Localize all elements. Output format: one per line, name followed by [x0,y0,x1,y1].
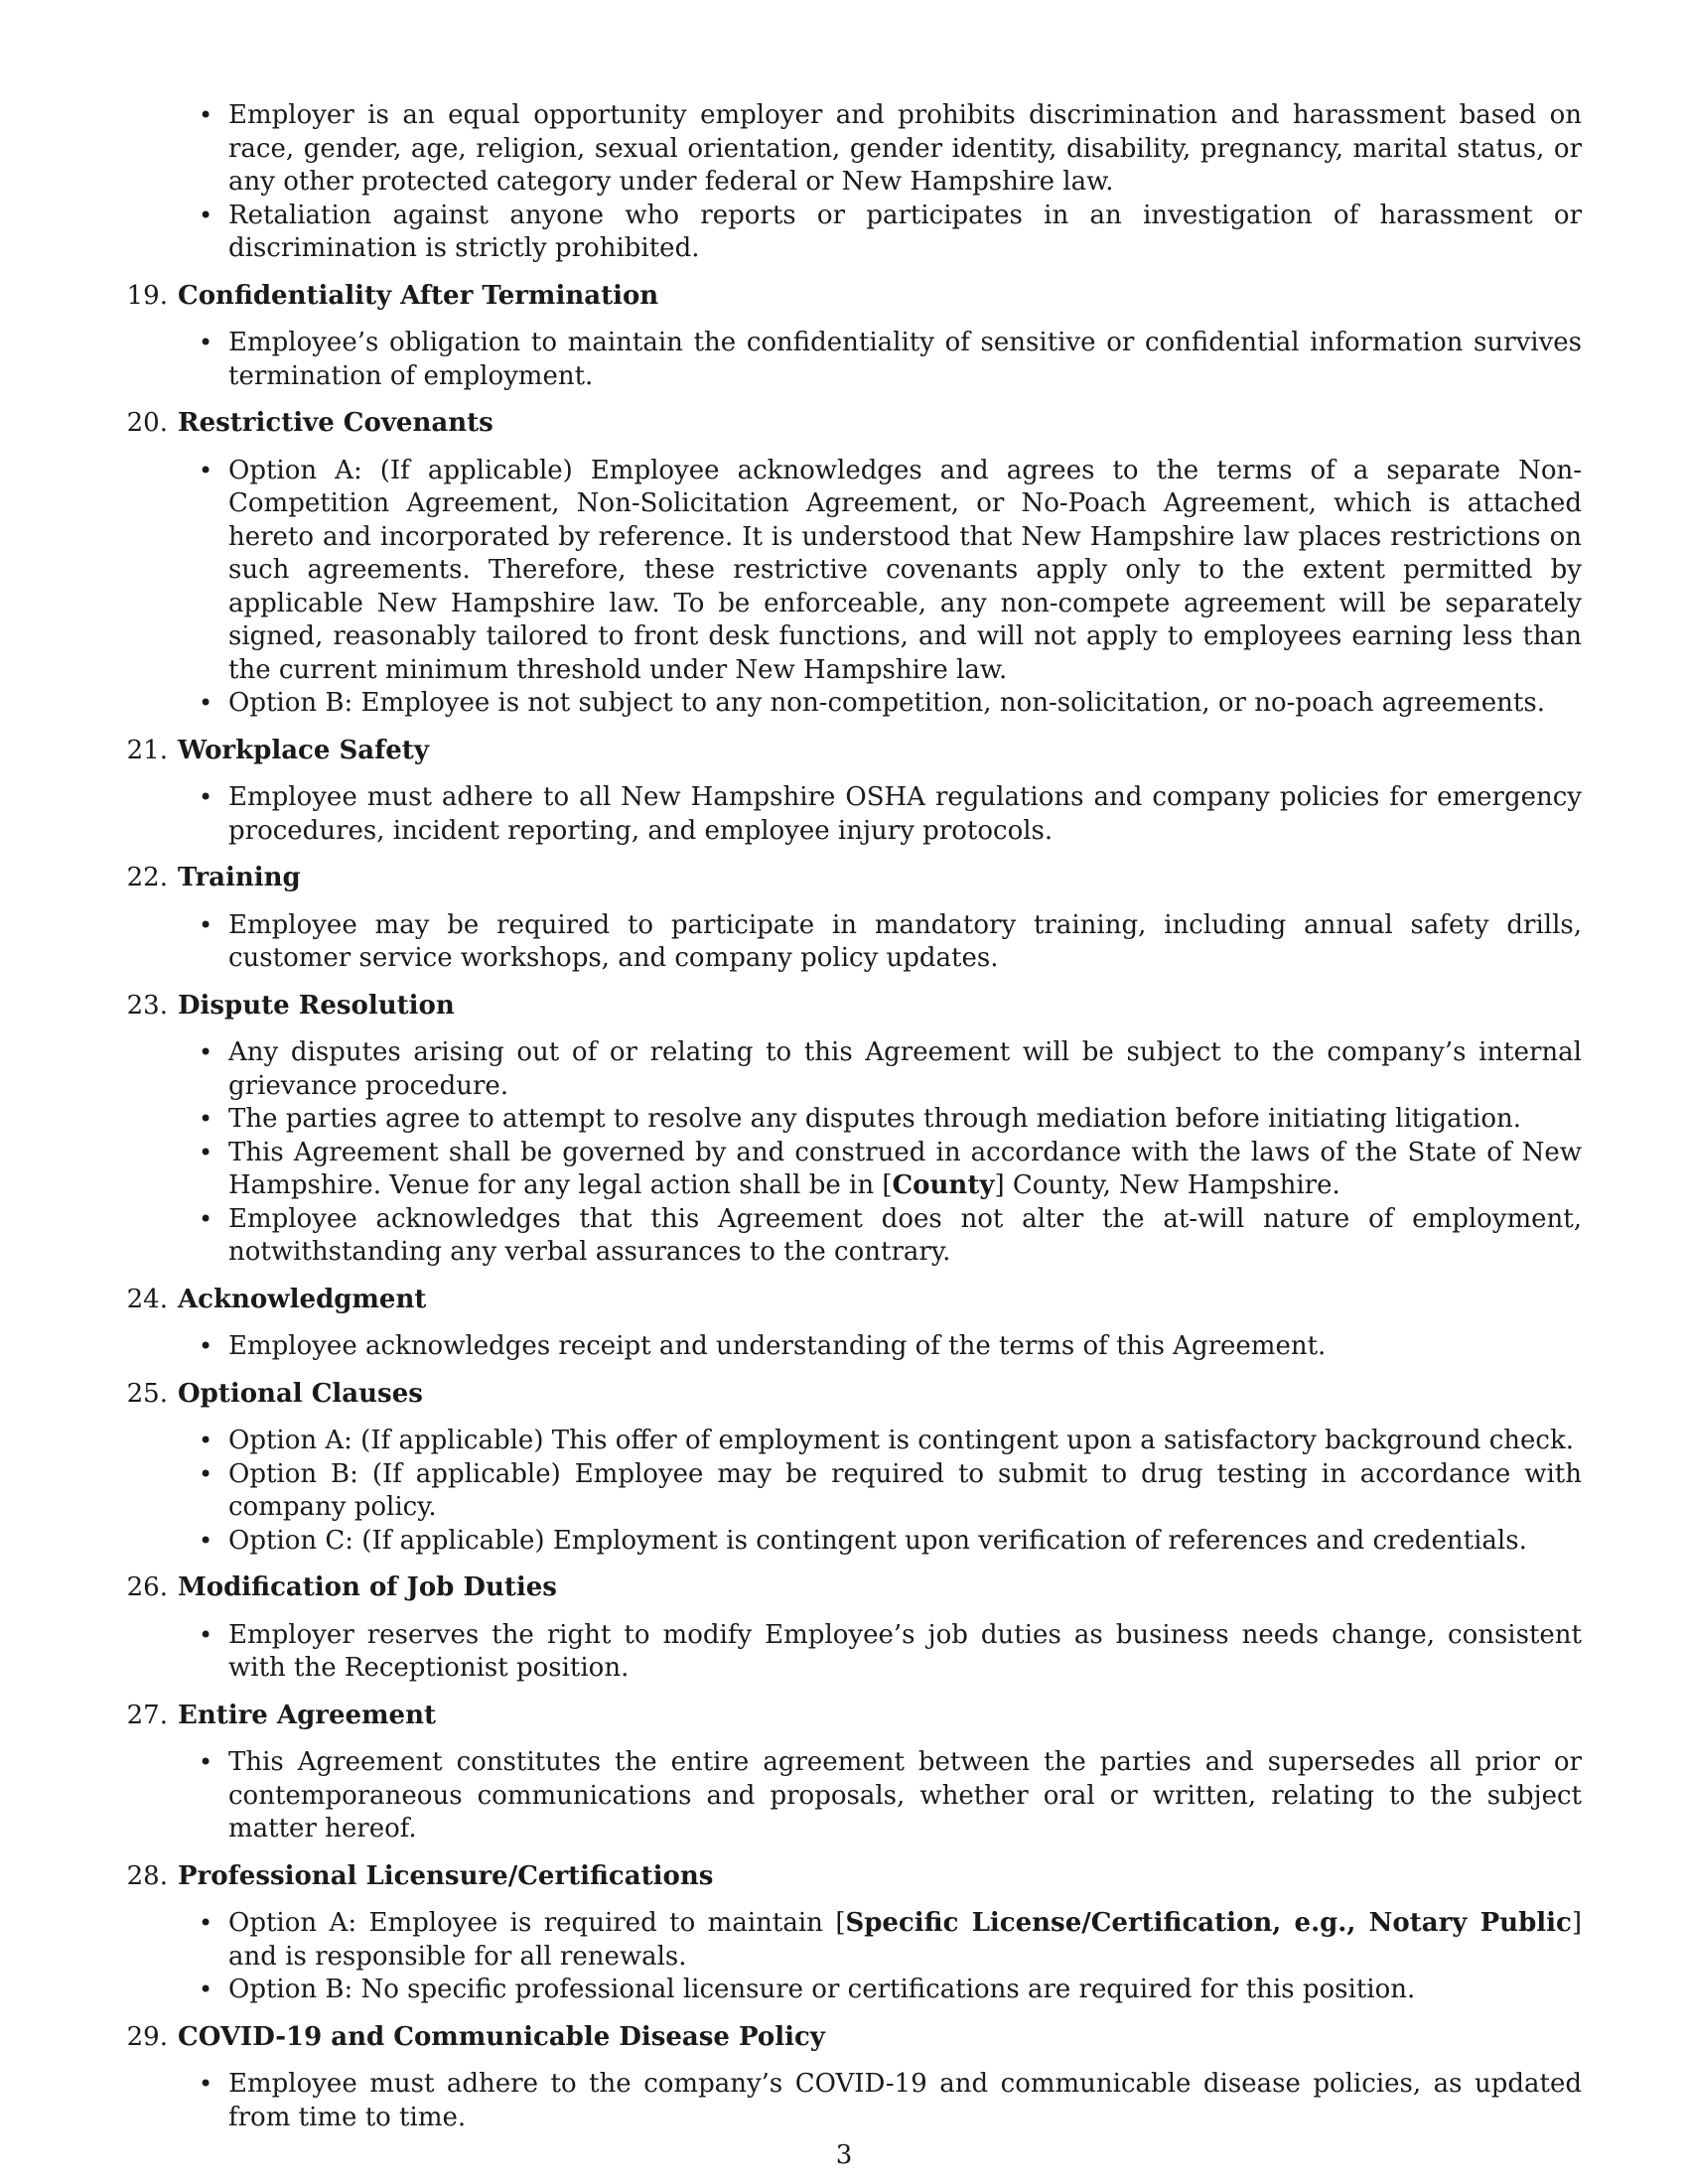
section-title: Optional Clauses [178,1378,423,1409]
list-item: • Option B: Employee is not subject to any non-competition, non-solicitation, or no-poach agreements. [228,687,1582,721]
list-item: • Employee must adhere to all New Hampshire OSHA regulations and company policies for emergency procedures, incident reporting, and employee injury protocols. [228,781,1582,848]
venue-list-item [228,1137,1582,1203]
list-item: • Employer is an equal opportunity employer and prohibits discrimination and harassment based on race, gender, age, religion, sexual orientation, gender identity, disability, pregnancy, marital status, or any other protected category under federal or New Hampshire law. [228,99,1582,200]
list-item: • Option B: (If applicable) Employee may be required to submit to drug testing in accordance with company policy. [228,1458,1582,1525]
list-item: • Employee acknowledges that this Agreement does not alter the at-will nature of employment, notwithstanding any verbal assurances to the contrary. [228,1203,1582,1270]
section-29 [114,2021,1582,2135]
bullet-list [114,1907,1582,2007]
bullet-list [114,2068,1582,2134]
bullet-list [114,1746,1582,1846]
section-number: 29. [126,2021,168,2052]
intro-bullet-list [114,99,1582,266]
section-heading [114,990,1582,1024]
list-item: • Option A: (If applicable) This offer of employment is contingent upon a satisfactory background check. [228,1425,1582,1458]
section-heading [114,862,1582,895]
venue-text-after: ] County, New Hampshire. [994,1170,1340,1200]
license-text-after: ] and is responsible for all renewals. [228,1908,1582,1972]
section-heading [114,280,1582,314]
section-23 [114,990,1582,1270]
list-item: • Employee may be required to participate in mandatory training, including annual safety drills, customer service workshops, and company policy updates. [228,909,1582,976]
bullet-list [114,1330,1582,1364]
bullet-list [114,781,1582,848]
section-27 [114,1700,1582,1846]
section-number: 20. [126,408,168,438]
section-21 [114,735,1582,849]
section-title: Acknowledgment [178,1284,427,1314]
list-item: • Option B: No specific professional licensure or certifications are required for this position. [228,1974,1582,2007]
bullet-list [114,1425,1582,1558]
section-number: 24. [126,1284,168,1314]
bullet-list [114,455,1582,721]
bullet-list [114,327,1582,393]
section-title: Dispute Resolution [178,990,455,1021]
list-item: • Employee acknowledges receipt and understanding of the terms of this Agreement. [228,1330,1582,1364]
section-heading [114,1378,1582,1412]
section-number: 26. [126,1572,168,1602]
section-heading [114,1571,1582,1605]
section-heading [114,2021,1582,2055]
section-19 [114,280,1582,394]
list-item: • Retaliation against anyone who reports or participates in an investigation of harassment or discrimination is strictly prohibited. [228,200,1582,266]
section-title: Professional Licensure/Certifications [178,1860,714,1891]
list-item: • Employee must adhere to the company’s COVID-19 and communicable disease policies, as updated from time to time. [228,2068,1582,2134]
license-placeholder: Specific License/Certification, e.g., Notary Public [845,1908,1572,1938]
venue-text-before: This Agreement shall be governed by and construed in accordance with the laws of the State of New Hampshire. Venue for any legal action shall be in [ [228,1137,1582,1200]
section-number: 27. [126,1700,168,1730]
list-item: • This Agreement constitutes the entire agreement between the parties and supersedes all prior or contemporaneous communications and proposals, whether oral or written, relating to the subject matter hereof. [228,1746,1582,1846]
list-item: • Any disputes arising out of or relating to this Agreement will be subject to the company’s internal grievance procedure. [228,1036,1582,1103]
section-number: 23. [126,990,168,1021]
section-title: Workplace Safety [178,735,429,765]
list-item: • Option A: (If applicable) Employee acknowledges and agrees to the terms of a separate Non-Competition Agreement, Non-Solicitation Agreement, or No-Poach Agreement, which is attached hereto and incorporated by reference. It is understood that New Hampshire law places restrictions on such agreements. Therefore, these restrictive covenants apply only to the extent permitted by applicable New Hampshire law. To be enforceable, any non-compete agreement will be separately signed, reasonably tailored to front desk functions, and will not apply to employees earning less than the current minimum threshold under New Hampshire law. [228,455,1582,688]
section-title: Training [178,863,301,892]
page-number: 3 [835,2140,853,2170]
section-20 [114,407,1582,721]
bullet-list [114,1036,1582,1270]
section-28 [114,1860,1582,2007]
section-26 [114,1571,1582,1686]
section-25 [114,1378,1582,1559]
bullet-list [114,909,1582,976]
section-title: Modification of Job Duties [178,1572,557,1602]
list-item: • Employee’s obligation to maintain the confidentiality of sensitive or confidential information survives termination of employment. [228,327,1582,393]
section-heading [114,1860,1582,1894]
section-title: Confidentiality After Termination [178,280,659,311]
section-heading [114,735,1582,768]
section-title: Restrictive Covenants [178,408,493,438]
section-title: COVID-19 and Communicable Disease Policy [178,2021,825,2052]
section-number: 19. [126,280,168,311]
county-placeholder: County [892,1170,995,1200]
section-heading [114,1284,1582,1317]
section-24 [114,1284,1582,1364]
page-content [114,99,1582,2134]
list-item: • Employer reserves the right to modify Employee’s job duties as business needs change, consistent with the Receptionist position. [228,1619,1582,1686]
section-heading [114,1700,1582,1733]
section-heading [114,407,1582,441]
section-number: 21. [126,735,168,765]
list-item: • The parties agree to attempt to resolve any disputes through mediation before initiating litigation. [228,1103,1582,1137]
section-number: 28. [126,1860,168,1891]
section-number: 25. [126,1378,168,1409]
list-item: • Option C: (If applicable) Employment is contingent upon verification of references and credentials. [228,1525,1582,1559]
license-list-item [228,1907,1582,1974]
license-text-before: Option A: Employee is required to maintain [ [228,1908,846,1938]
section-number: 22. [126,863,168,892]
section-22 [114,862,1582,976]
bullet-list [114,1619,1582,1686]
section-title: Entire Agreement [178,1700,436,1730]
